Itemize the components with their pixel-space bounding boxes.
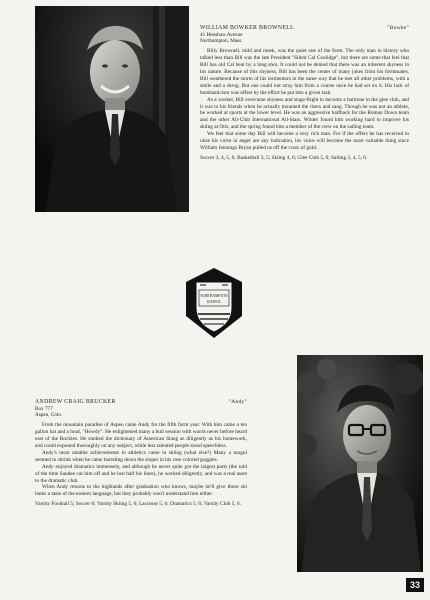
bio-paragraph: Andy enjoyed dramatics immensely, and although he never quite got the largest parts (the told of the time Sandee cut him off and he lost half his lines), he worked diligently, and was a real asset to the dramatic club. <box>35 463 247 484</box>
page-number: 33 <box>406 578 424 592</box>
student-address <box>200 32 409 44</box>
activities-list: Soccer 3, 4, 5, 6; Basketball 3, 5; Skiing 4, 6; Glee Club 5, 6; Sailing 3, 4, 5, 6. <box>200 154 368 161</box>
bio-bottom-header <box>35 399 247 406</box>
portrait-photo-top <box>35 6 189 212</box>
bio-paragraph: From the mountain paradise of Aspen came Andy for the fifth form year. With him came a ten gallon hat and a loud, "Howdy". He enlightened many a bull session with words never before heard east of the Rockies. He studied the dictionary of American Slang as diligently as his homework, and could expound thoroughly on any subject, while less talented people stood speechless. <box>35 422 247 450</box>
crest-shield-icon <box>186 268 242 338</box>
bio-top <box>200 25 409 162</box>
crest-motto-line-2: SCHOOL <box>206 300 222 304</box>
address-line-2: Aspen, Colo. <box>35 412 63 419</box>
activities-list: Varsity Football 5; Soccer 6; Varsity Skiing 5, 6; Lacrosse 5, 6; Dramatics 5, 6; Varsity Club 5, 6. <box>35 501 241 508</box>
address-line-2: Northampton, Mass. <box>200 38 243 45</box>
bio-paragraph: We feel that some day Bill will become a very rich man. For if the offers he has received to raise his voice in anger are any indication, his voice will become the most valuable thing since William Jennings Bryan pulled us off the cross of gold. <box>200 131 409 151</box>
address-line-1: 41 Henshaw Avenue <box>200 31 243 38</box>
student-name: ANDREW CRAIG BRUCKER <box>35 399 116 405</box>
portrait-photo-bottom-image <box>297 355 423 572</box>
bio-top-header <box>200 25 409 32</box>
crest-motto-line-1: NORTHAMPTON <box>200 294 228 298</box>
bio-paragraph: When Andy returns to the highlands after graduation who knows, maybe he'll give those ski bums a taste of the eastern language, but they probably won't understand him either. <box>35 484 247 498</box>
portrait-photo-top-image <box>35 6 189 212</box>
bio-paragraph: Andy's most notable achievements in athletics came in skiing (what else?) Many a mogul seemed to shrink when he came barreling down the slopes in his rose colored goggles. <box>35 449 247 463</box>
student-nickname: "Andy" <box>228 399 247 405</box>
portrait-photo-bottom <box>297 355 423 572</box>
bio-bottom <box>35 399 247 508</box>
student-nickname: "Bowke" <box>387 25 409 31</box>
student-address <box>35 406 247 418</box>
student-name: WILLIAM BOWKER BROWNELL <box>200 25 295 31</box>
school-crest <box>186 268 242 338</box>
address-line-1: Box 777 <box>35 405 53 412</box>
bio-paragraph: Billy Brownell, mild and meek, was the quiet one of the form. The only man in history who talked less than Bill was the late President "Silent Cal Coolidge", but there are some that feel that Bill has old Cal beat by a long shot. It could not be denied that there was an inherent shyness in his nature. Because of this shyness, Bill has been the center of many jokes from his formmates. Bill weathered the storm of his tormentors in the same way that he met all other problems, with a smile and a shrug. But one could not stray him from a course once he had set on it. His lack of bombasticism was offset by the effort he put into a given task. <box>200 48 409 96</box>
bio-paragraph: As a worker, Bill overcame shyness and stage-fright to become a baritone in the glee club, and it was to his friends when he actually mounted the risers and sang. Though he was not an athlete, he worked at sports at the lower level. He was an aggressive halfback for the Roman Down team and the other All-Club International All-Stars. Winter found him working hard to improve his skiing at Otis, and the spring found him a member of the crew on the sailing team. <box>200 96 409 131</box>
